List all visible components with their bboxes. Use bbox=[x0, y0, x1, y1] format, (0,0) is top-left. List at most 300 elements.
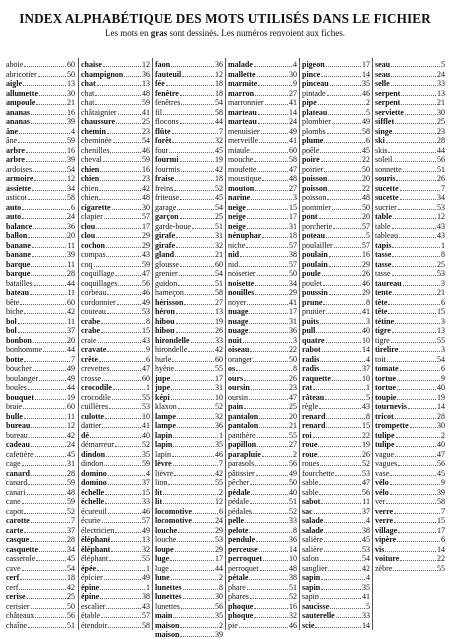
entry-word: râteau bbox=[302, 392, 325, 402]
entry-card-number: 25 bbox=[437, 117, 445, 126]
entry-card-number: 21 bbox=[437, 288, 445, 297]
entry-word: chat bbox=[81, 79, 96, 88]
entry-word: démarreur bbox=[81, 440, 114, 449]
entry-card-number: 51 bbox=[215, 221, 223, 231]
entry-card-number: 10 bbox=[289, 554, 297, 563]
entry-card-number: 15 bbox=[437, 516, 445, 525]
entry-card-number: 46 bbox=[289, 620, 297, 630]
entry-word: main bbox=[155, 611, 173, 620]
entry-card-number: 40 bbox=[437, 440, 445, 449]
entry-card-number: 16 bbox=[142, 164, 150, 174]
entry-card-number: 35 bbox=[362, 582, 370, 592]
entry-card-number: 8 bbox=[219, 582, 223, 592]
entry-word: chaise bbox=[81, 60, 102, 69]
entry-word: aboie bbox=[6, 60, 24, 69]
entry-card-number: 37 bbox=[362, 364, 370, 373]
entry-word: marronnier bbox=[228, 98, 264, 107]
entry-card-number: 25 bbox=[67, 592, 75, 601]
entry-word: marmite bbox=[228, 79, 258, 88]
entry-word: roue bbox=[302, 449, 318, 459]
entry-word: vis bbox=[375, 544, 385, 554]
entry-word: dé bbox=[81, 430, 89, 440]
entry-word: oiseau bbox=[228, 345, 250, 354]
entry-word: pantalon bbox=[228, 421, 259, 430]
entry-word: allumette bbox=[6, 88, 38, 98]
entry-word: fenêtres bbox=[155, 98, 181, 107]
entry-word: tableau bbox=[375, 231, 399, 240]
entry-card-number: 14 bbox=[289, 107, 297, 117]
entry-word: tigre bbox=[375, 335, 390, 345]
index-column bbox=[152, 58, 225, 639]
entry-card-number: 5 bbox=[366, 107, 370, 117]
entry-word: seau bbox=[375, 69, 391, 79]
entry-card-number: 28 bbox=[67, 535, 75, 544]
entry-word: tournevis bbox=[375, 402, 407, 411]
entry-word: domino bbox=[81, 468, 107, 478]
entry-word: chien bbox=[81, 174, 100, 183]
entry-word: tortue bbox=[375, 383, 396, 392]
entry-word: vague bbox=[375, 449, 395, 459]
entry-word: fourchette bbox=[302, 468, 335, 478]
entry-card-number: 60 bbox=[67, 402, 75, 411]
entry-word: nénuphar bbox=[228, 231, 262, 240]
entry-word: lit bbox=[155, 497, 163, 506]
entry-card-number: 17 bbox=[215, 373, 223, 383]
entry-word: ver bbox=[375, 497, 386, 506]
entry-card-number: 3 bbox=[441, 316, 445, 326]
entry-word: ampoule bbox=[6, 98, 36, 107]
entry-card-number: 26 bbox=[437, 174, 445, 183]
entry-card-number: 45 bbox=[67, 449, 75, 459]
entry-card-number: 51 bbox=[289, 582, 297, 592]
entry-word: crocodile bbox=[81, 383, 112, 392]
entry-card-number: 20 bbox=[67, 231, 75, 240]
entry-word: lampe bbox=[155, 411, 176, 421]
entry-word: crête bbox=[81, 354, 98, 364]
entry-word: bonhomme bbox=[6, 345, 42, 354]
entry-word: poteau bbox=[302, 231, 326, 240]
entry-card-number: 50 bbox=[67, 69, 75, 79]
entry-word: poulain bbox=[302, 259, 328, 269]
entry-card-number: 24 bbox=[215, 516, 223, 525]
entry-card-number: 27 bbox=[289, 88, 297, 98]
entry-word: menuisier bbox=[228, 126, 260, 136]
entry-word: pintade bbox=[302, 88, 326, 98]
entry-word: boulanger bbox=[6, 373, 38, 383]
entry-card-number: 48 bbox=[142, 193, 150, 202]
entry-word: bouquet bbox=[6, 392, 35, 402]
entry-card-number: 1 bbox=[146, 582, 150, 592]
entry-word: trompette bbox=[375, 421, 409, 430]
entry-word: écureuil bbox=[81, 506, 107, 516]
entry-card-number: 46 bbox=[362, 88, 370, 98]
entry-card-number: 17 bbox=[289, 212, 297, 221]
entry-word: neige bbox=[228, 212, 246, 221]
entry-word: cafetière bbox=[6, 449, 34, 459]
entry-word: armoire bbox=[6, 174, 34, 183]
entry-word: table bbox=[375, 212, 392, 221]
entry-card-number: 7 bbox=[441, 506, 445, 516]
entry-word: poulet bbox=[302, 278, 322, 288]
entry-card-number: 42 bbox=[67, 582, 75, 592]
entry-card-number: 41 bbox=[362, 592, 370, 601]
entry-word: domino bbox=[81, 478, 107, 487]
entry-word: parapluie bbox=[228, 449, 261, 459]
entry-card-number: 36 bbox=[215, 421, 223, 430]
entry-word: noisetier bbox=[228, 269, 256, 278]
entry-word: pétale bbox=[228, 573, 249, 582]
entry-card-number: 32 bbox=[215, 136, 223, 145]
entry-card-number: 56 bbox=[142, 278, 150, 288]
entry-word: épine bbox=[81, 582, 100, 592]
entry-word: biche bbox=[6, 307, 24, 316]
entry-card-number: 17 bbox=[142, 221, 150, 231]
entry-card-number: 51 bbox=[215, 278, 223, 288]
entry-card-number: 31 bbox=[215, 383, 223, 392]
entry-word: roue bbox=[302, 440, 318, 449]
entry-word: toit bbox=[375, 354, 386, 364]
entry-card-number: 60 bbox=[289, 145, 297, 155]
entry-card-number: 2 bbox=[219, 487, 223, 497]
entry-word: sac bbox=[302, 506, 313, 516]
entry-word: perroquet bbox=[228, 563, 259, 573]
entry-word: mallette bbox=[228, 69, 256, 79]
entry-word: verre bbox=[375, 516, 394, 525]
entry-card-number: 42 bbox=[215, 164, 223, 174]
entry-word: carotte bbox=[6, 516, 30, 525]
entry-card-number: 41 bbox=[362, 307, 370, 316]
entry-card-number: 56 bbox=[362, 487, 370, 497]
entry-word: pain bbox=[228, 402, 244, 411]
entry-word: étendoir bbox=[81, 620, 108, 630]
entry-card-number: 24 bbox=[67, 440, 75, 449]
entry-card-number: 55 bbox=[142, 392, 150, 402]
entry-word: skis bbox=[375, 145, 388, 155]
entry-card-number: 4 bbox=[366, 516, 370, 525]
entry-card-number: 39 bbox=[67, 155, 75, 164]
entry-card-number: 31 bbox=[67, 459, 75, 468]
entry-card-number: 3 bbox=[293, 193, 297, 202]
entry-card-number: 4 bbox=[366, 354, 370, 364]
entry-card-number: 11 bbox=[67, 240, 75, 250]
entry-word: chien bbox=[81, 164, 100, 174]
page-title: INDEX ALPHABÉTIQUE DES MOTS UTILISÉS DANS LE FICHIER bbox=[19, 11, 431, 26]
entry-word: tortue bbox=[375, 373, 396, 383]
entry-word: malade bbox=[228, 60, 253, 69]
entry-card-number: 4 bbox=[146, 468, 150, 478]
entry-card-number: 24 bbox=[289, 117, 297, 126]
entry-card-number: 47 bbox=[437, 449, 445, 459]
entry-word: plateau bbox=[302, 107, 328, 117]
entry-card-number: 4 bbox=[366, 573, 370, 582]
entry-word: pie bbox=[228, 620, 238, 630]
subtitle-bold-word: gras bbox=[150, 28, 168, 38]
entry-word: fil bbox=[155, 107, 163, 117]
entry-word: luge bbox=[155, 563, 169, 573]
entry-word: cheminée bbox=[81, 136, 112, 145]
entry-word: narine bbox=[228, 193, 251, 202]
entry-word: culotte bbox=[81, 411, 105, 421]
entry-card-number: 1 bbox=[146, 563, 150, 573]
entry-card-number: 49 bbox=[289, 468, 297, 478]
entry-card-number: 38 bbox=[362, 525, 370, 535]
entry-card-number: 29 bbox=[142, 231, 150, 240]
entry-card-number: 8 bbox=[293, 364, 297, 373]
entry-word: crocodile bbox=[81, 392, 111, 402]
entry-word: poisson bbox=[302, 183, 328, 193]
entry-card-number: 29 bbox=[289, 288, 297, 297]
entry-word: tirelire bbox=[375, 345, 399, 354]
entry-word: cerisier bbox=[6, 601, 30, 611]
entry-card-number: 30 bbox=[437, 107, 445, 117]
entry-card-number: 22 bbox=[289, 345, 297, 354]
entry-card-number: 53 bbox=[362, 544, 370, 554]
entry-card-number: 60 bbox=[67, 297, 75, 307]
entry-card-number: 20 bbox=[67, 335, 75, 345]
entry-card-number: 15 bbox=[142, 487, 150, 497]
entry-card-number: 9 bbox=[441, 373, 445, 383]
index-entry bbox=[6, 619, 75, 630]
entry-word: tulipe bbox=[375, 430, 395, 440]
entry-card-number: 54 bbox=[437, 354, 445, 364]
entry-card-number: 36 bbox=[142, 69, 150, 79]
entry-card-number: 42 bbox=[215, 345, 223, 354]
entry-word: noyer bbox=[228, 297, 247, 307]
entry-card-number: 45 bbox=[437, 468, 445, 478]
entry-card-number: 21 bbox=[289, 421, 297, 430]
entry-card-number: 47 bbox=[362, 478, 370, 487]
entry-card-number: 49 bbox=[362, 117, 370, 126]
entry-card-number: 8 bbox=[366, 297, 370, 307]
entry-word: pelle bbox=[228, 516, 244, 525]
entry-word: rat bbox=[302, 383, 313, 392]
entry-card-number: 25 bbox=[142, 117, 150, 126]
entry-word: verre bbox=[375, 506, 394, 516]
entry-word: tricot bbox=[375, 411, 394, 421]
entry-card-number: 9 bbox=[293, 79, 297, 88]
entry-word: neige bbox=[228, 202, 246, 212]
dot-leader bbox=[28, 627, 66, 628]
entry-card-number: 22 bbox=[362, 155, 370, 164]
entry-word: échelle bbox=[81, 497, 105, 506]
entry-word: vélo bbox=[375, 478, 389, 487]
entry-word: chien bbox=[81, 183, 99, 193]
entry-word: pigeon bbox=[302, 60, 325, 69]
entry-word: botte bbox=[6, 354, 24, 364]
entry-card-number: 9 bbox=[146, 345, 150, 354]
entry-card-number: 38 bbox=[142, 592, 150, 601]
entry-word: prune bbox=[302, 297, 323, 307]
entry-card-number: 11 bbox=[67, 288, 75, 297]
entry-word: plombs bbox=[302, 126, 326, 136]
entry-word: crevettes bbox=[81, 364, 110, 373]
entry-word: pêcher bbox=[228, 478, 250, 487]
entry-word: pendule bbox=[228, 535, 256, 544]
entry-word: gland bbox=[155, 250, 175, 259]
entry-card-number: 8 bbox=[293, 525, 297, 535]
entry-word: hurle bbox=[155, 354, 172, 364]
entry-card-number: 22 bbox=[437, 554, 445, 563]
entry-word: saucisse bbox=[302, 601, 330, 611]
entry-card-number: 47 bbox=[289, 164, 297, 174]
entry-card-number: 13 bbox=[437, 88, 445, 98]
entry-word: glousse bbox=[155, 259, 179, 269]
entry-word: étable bbox=[81, 611, 101, 620]
entry-word: scie bbox=[302, 620, 315, 630]
entry-word: bureau bbox=[6, 430, 28, 440]
entry-word: craie bbox=[81, 335, 97, 345]
entry-card-number: 54 bbox=[362, 554, 370, 563]
entry-card-number: 50 bbox=[289, 478, 297, 487]
subtitle-pre: Les mots en bbox=[105, 28, 151, 38]
entry-word: crabe bbox=[81, 326, 101, 335]
entry-word: noisette bbox=[228, 278, 255, 288]
entry-word: pelote bbox=[228, 525, 249, 535]
entry-card-number: 33 bbox=[437, 79, 445, 88]
entry-word: pâtissier bbox=[228, 468, 255, 478]
entry-word: lunettes bbox=[155, 582, 182, 592]
entry-card-number: 36 bbox=[289, 535, 297, 544]
entry-card-number: 56 bbox=[289, 459, 297, 468]
entry-word: chaîne bbox=[6, 620, 27, 630]
entry-word: sable bbox=[302, 478, 319, 487]
dot-leader bbox=[108, 627, 141, 628]
entry-card-number: 2 bbox=[219, 573, 223, 582]
entry-word: vipère bbox=[375, 535, 397, 544]
entry-word: maison bbox=[155, 630, 180, 639]
entry-card-number: 8 bbox=[366, 411, 370, 421]
entry-card-number: 38 bbox=[289, 250, 297, 259]
entry-card-number: 59 bbox=[67, 497, 75, 506]
entry-card-number: 25 bbox=[289, 402, 297, 411]
entry-word: cave bbox=[6, 563, 21, 573]
dot-leader bbox=[315, 627, 361, 628]
entry-word: chat bbox=[81, 98, 95, 107]
entry-card-number: 6 bbox=[219, 506, 223, 516]
entry-word: coquillages bbox=[81, 278, 118, 288]
entry-word: capot bbox=[6, 506, 24, 516]
entry-word: arbre bbox=[6, 155, 25, 164]
entry-card-number: 21 bbox=[215, 250, 223, 259]
entry-word: tulipe bbox=[375, 440, 395, 449]
entry-word: bulle bbox=[6, 411, 23, 421]
entry-card-number: 60 bbox=[142, 373, 150, 383]
entry-word: mouche bbox=[228, 155, 254, 164]
entry-card-number: 27 bbox=[289, 183, 297, 193]
entry-word: poulain bbox=[302, 250, 328, 259]
entry-card-number: 30 bbox=[215, 592, 223, 601]
entry-word: jupe bbox=[155, 383, 171, 392]
entry-card-number: 32 bbox=[215, 411, 223, 421]
entry-card-number: 36 bbox=[289, 326, 297, 335]
entry-card-number: 52 bbox=[67, 506, 75, 516]
entry-word: phare bbox=[228, 582, 246, 592]
index-entry bbox=[375, 562, 445, 573]
entry-word: carte bbox=[6, 525, 24, 535]
entry-card-number: 59 bbox=[142, 98, 150, 107]
entry-word: table bbox=[375, 221, 391, 231]
entry-card-number: 3 bbox=[441, 345, 445, 354]
entry-card-number: 15 bbox=[362, 421, 370, 430]
entry-word: tasse bbox=[375, 269, 391, 278]
entry-card-number: 40 bbox=[362, 326, 370, 335]
entry-card-number: 49 bbox=[142, 573, 150, 582]
entry-card-number: 29 bbox=[142, 240, 150, 250]
entry-word: neige bbox=[228, 221, 246, 231]
index-entry bbox=[228, 619, 297, 630]
entry-word: nuit bbox=[228, 335, 242, 345]
entry-card-number: 57 bbox=[142, 516, 150, 525]
entry-card-number: 17 bbox=[437, 525, 445, 535]
entry-word: poule bbox=[302, 269, 321, 278]
entry-word: renard bbox=[302, 421, 326, 430]
entry-word: tapis bbox=[375, 240, 392, 250]
entry-word: compas bbox=[81, 250, 106, 259]
entry-card-number: 60 bbox=[215, 354, 223, 364]
entry-word: lunettes bbox=[155, 601, 180, 611]
entry-card-number: 11 bbox=[67, 259, 75, 269]
entry-word: louche bbox=[155, 535, 177, 544]
entry-word: épicier bbox=[81, 573, 103, 582]
entry-word: cadeau bbox=[6, 440, 30, 449]
entry-word: cochon bbox=[81, 240, 105, 250]
entry-card-number: 36 bbox=[67, 221, 75, 231]
entry-card-number: 46 bbox=[215, 449, 223, 459]
entry-card-number: 32 bbox=[215, 240, 223, 250]
entry-word: ours bbox=[228, 373, 244, 383]
entry-word: moufette bbox=[228, 164, 257, 174]
entry-word: fraise bbox=[155, 174, 175, 183]
entry-word: hibou bbox=[155, 326, 175, 335]
entry-card-number: 35 bbox=[142, 449, 150, 459]
entry-word: échelle bbox=[81, 487, 105, 497]
entry-word: bureau bbox=[6, 421, 31, 430]
entry-card-number: 15 bbox=[437, 307, 445, 316]
entry-word: tétine bbox=[375, 316, 395, 326]
entry-card-number: 58 bbox=[215, 107, 223, 117]
entry-word: ananas bbox=[6, 107, 31, 117]
entry-word: képi bbox=[155, 392, 170, 402]
entry-word: casserole bbox=[6, 554, 36, 563]
entry-word: poire bbox=[302, 155, 320, 164]
entry-card-number: 24 bbox=[437, 69, 445, 79]
entry-word: voiture bbox=[375, 554, 400, 563]
entry-word: canard bbox=[6, 478, 28, 487]
entry-word: chaussure bbox=[81, 117, 116, 126]
entry-word: klaxon bbox=[155, 402, 177, 411]
entry-card-number: 30 bbox=[289, 69, 297, 79]
entry-word: moustique bbox=[228, 174, 262, 183]
entry-card-number: 13 bbox=[142, 79, 150, 88]
entry-card-number: 7 bbox=[219, 126, 223, 136]
entry-word: châteaux bbox=[6, 611, 35, 620]
entry-word: lapin bbox=[155, 440, 173, 449]
entry-card-number: 1 bbox=[146, 383, 150, 392]
entry-card-number: 18 bbox=[215, 174, 223, 183]
entry-card-number: 26 bbox=[289, 373, 297, 383]
entry-word: locomotive bbox=[155, 506, 192, 516]
entry-word: pont bbox=[302, 212, 318, 221]
entry-card-number: 30 bbox=[142, 202, 150, 212]
entry-word: clou bbox=[81, 231, 96, 240]
entry-card-number: 6 bbox=[146, 354, 150, 364]
entry-word: asticot bbox=[6, 193, 27, 202]
entry-card-number: 10 bbox=[215, 392, 223, 402]
entry-card-number: 14 bbox=[289, 544, 297, 554]
entry-card-number: 19 bbox=[437, 392, 445, 402]
entry-card-number: 26 bbox=[215, 326, 223, 335]
entry-card-number: 1 bbox=[366, 383, 370, 392]
